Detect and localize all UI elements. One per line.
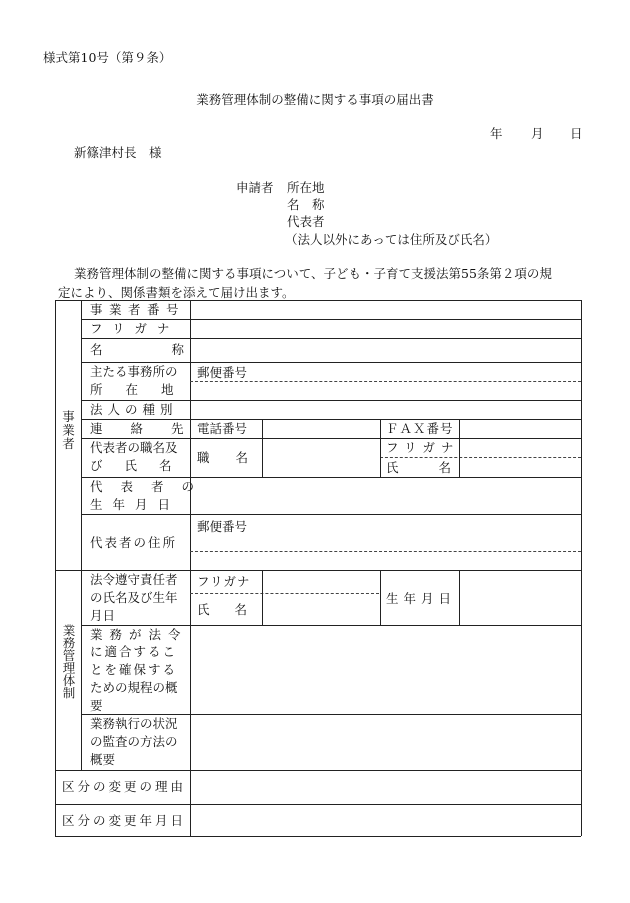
label-name: [90, 341, 254, 358]
rep-birth-date-field[interactable]: [192, 479, 580, 513]
change-date-field[interactable]: [192, 806, 580, 835]
fax-field[interactable]: [461, 421, 580, 437]
compliance-name-field[interactable]: [264, 595, 379, 624]
rep-name-field[interactable]: [461, 459, 580, 476]
fax-label: ＦＡＸ番号: [386, 421, 454, 436]
audit-method-field[interactable]: [192, 716, 580, 769]
date-month: 月: [531, 126, 544, 141]
label-audit-line2: の監査の方法の: [90, 734, 178, 749]
label-change-reason: 区分の変更の理由: [62, 779, 187, 794]
applicant-address-label: 所在地: [287, 180, 325, 195]
label-rep-address: 代表者の住所: [90, 535, 178, 550]
label-text: 事業者番号: [90, 302, 186, 317]
section-management: [55, 624, 81, 699]
body-text-line2: 定により、関係書類を添えて届け出ます。: [58, 285, 295, 300]
job-title-label: 職名: [197, 450, 275, 465]
label-compliance-line3: 月日: [90, 608, 116, 623]
label-audit-line1: 業務執行の状況: [90, 716, 178, 731]
name-field[interactable]: [192, 340, 580, 361]
phone-label: 電話番号: [197, 421, 248, 436]
label-office-line2: 所在地: [90, 382, 197, 397]
applicant-representative-label: 代表者: [287, 214, 325, 229]
section-business: [55, 410, 81, 451]
label-rules-line4: ための規程の概: [90, 680, 178, 695]
rep-furigana-field[interactable]: [461, 440, 580, 456]
label-audit-line3: 概要: [90, 752, 116, 767]
office-postal-code-field[interactable]: [262, 364, 580, 380]
postal-code-label: 郵便番号: [197, 365, 248, 380]
rules-summary-field[interactable]: [192, 627, 580, 713]
label-rules-line5: 要: [90, 698, 103, 713]
addressee: 新篠津村長 様: [74, 145, 162, 160]
business-number-field[interactable]: [192, 302, 580, 318]
compliance-birth-date-field[interactable]: [461, 572, 580, 624]
compliance-furigana-field[interactable]: [264, 572, 379, 592]
birth-date-label: 生年月日: [386, 591, 457, 606]
date-year: 年: [490, 126, 503, 141]
label-rules-line3: とを確保する: [90, 662, 178, 677]
label-change-date: 区分の変更年月日: [62, 813, 187, 828]
label-compliance-line1: 法令遵守責任者: [90, 572, 178, 587]
page-title: 業務管理体制の整備に関する事項の届出書: [196, 92, 434, 107]
form-number: 様式第10号（第９条）: [43, 50, 172, 65]
postal-code2-label: 郵便番号: [197, 519, 248, 534]
rep-address-field[interactable]: [192, 553, 580, 569]
furigana-field[interactable]: [192, 321, 580, 337]
label-business-number: [90, 301, 184, 318]
phone-field[interactable]: [264, 421, 379, 437]
applicant-name-label: 名 称: [287, 197, 325, 212]
label-contact: 連絡先: [90, 421, 212, 436]
label-rep-line2: び氏名: [90, 458, 194, 473]
label-corp-type: 法人の種別: [90, 402, 178, 417]
label-furigana: フリガナ: [90, 321, 180, 336]
date-day: 日: [570, 126, 583, 141]
change-reason-field[interactable]: [192, 772, 580, 803]
body-text-line1: 業務管理体制の整備に関する事項について、子ども・子育て支援法第55条第２項の規: [74, 266, 552, 281]
furigana2-label: フリガナ: [386, 440, 460, 455]
label-name-text: 名称: [90, 342, 254, 357]
corp-type-field[interactable]: [192, 402, 580, 418]
full-name-label: 氏名: [386, 460, 492, 475]
office-address-field[interactable]: [192, 383, 580, 399]
label-rep-line1: 代表者の職名及: [90, 440, 178, 455]
label-compliance-line2: の氏名及び生年: [90, 590, 178, 605]
job-title-field[interactable]: [264, 440, 379, 476]
label-rep-birth-line2: 生年月日: [90, 497, 181, 512]
applicant-note: （法人以外にあっては住所及び氏名）: [285, 232, 498, 247]
label-rep-birth-line1: 代表者の: [90, 479, 213, 494]
label-office-line1: 主たる事務所の: [90, 364, 178, 379]
section-business-text: 事業者: [60, 410, 76, 451]
label-rules-line1: 業務が法令: [90, 627, 188, 642]
label-rules-line2: に適合するこ: [90, 644, 178, 659]
section-management-text: 業務管理体制: [61, 624, 76, 699]
furigana3-label: フリガナ: [197, 574, 251, 589]
applicant-label: 申請者: [236, 180, 274, 195]
full-name2-label: 氏 名: [197, 602, 248, 617]
